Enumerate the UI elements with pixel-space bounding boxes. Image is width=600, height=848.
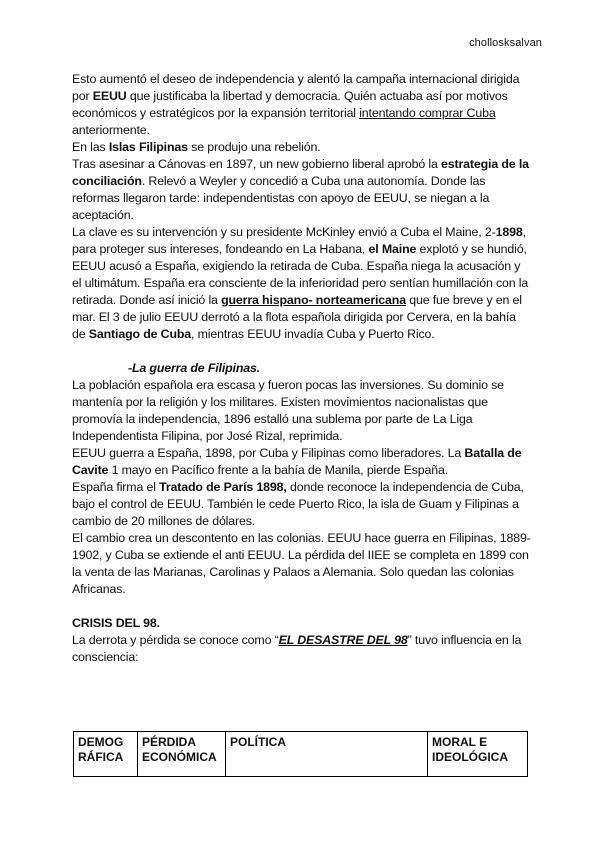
paragraph-7: España firma el Tratado de París 1898, donde reconoce la independencia de Cuba, bajo el control de EEUU. También le cede Puerto Rico, la isla de Guam y Filipinas a cambio de 20 millones de dólares. bbox=[72, 480, 524, 528]
paragraph-8: El cambio crea un descontento en las colonias. EEUU hace guerra en Filipinas, 1889-1902, y Cuba se extiende el anti EEUU. La pérdida del IIEE se completa en 1899 con la venta de las Marianas, Carolinas y Palaos a Alemania. Solo quedan las colonias Africanas. bbox=[72, 531, 531, 596]
consequences-table bbox=[73, 731, 528, 777]
section-heading: CRISIS DEL 98. bbox=[72, 616, 160, 630]
header-cell-politica: POLÍTICA bbox=[226, 732, 428, 777]
paragraph-5: La población española era escasa y fueron pocas las inversiones. Su dominio se mantenía por la religión y los militares. Existen movimientos nacionalistas que promovía la independencia, 1896 estalló una sublema por parte de La Liga Independentista Filipina, por José Rizal, reprimida. bbox=[72, 378, 504, 443]
paragraph-6: EEUU guerra a España, 1898, por Cuba y Filipinas como liberadores. La Batalla de Cavite 1 mayo en Pacífico frente a la bahía de Manila, pierde España. bbox=[72, 446, 522, 477]
header-cell-moral: MORAL E IDEOLÓGICA bbox=[428, 732, 528, 777]
spacer bbox=[72, 598, 532, 615]
table-header-row bbox=[74, 732, 528, 777]
paragraph-2: En las Islas Filipinas se produjo una rebelión. bbox=[72, 140, 321, 154]
spacer bbox=[72, 343, 532, 360]
paragraph-3: Tras asesinar a Cánovas en 1897, un new gobierno liberal aprobó la estrategia de la conciliación. Relevó a Weyler y concedió a Cuba una autonomía. Donde las reformas llegaron tarde: independentistas con apoyo de EEUU, se niegan a la aceptación. bbox=[72, 157, 529, 222]
header-cell-economica: PÉRDIDA ECONÓMICA bbox=[138, 732, 226, 777]
emphasis-desastre: EL DESASTRE DEL 98 bbox=[278, 633, 408, 647]
paragraph-1: Esto aumentó el deseo de independencia y alentó la campaña internacional dirigida por EEUU que justificaba la libertad y democracia. Quién actuaba así por motivos económicos y estratégicos por la expansión territorial intentando comprar Cuba anteriormente. bbox=[72, 72, 520, 137]
subheading-filipinas: -La guerra de Filipinas. bbox=[128, 361, 261, 375]
underlined-war-name: guerra hispano- norteamericana bbox=[221, 293, 406, 307]
header-author: chollosksalvan bbox=[469, 37, 542, 49]
header-cell-demografica: DEMOG RÁFICA bbox=[74, 732, 138, 777]
underlined-phrase: intentando comprar Cuba bbox=[359, 106, 496, 120]
paragraph-4: La clave es su intervención y su presidente McKinley envió a Cuba el Maine, 2-1898, para proteger sus intereses, fondeando en La Habana, el Maine explotó y se hundió, EEUU acusó a España, exigiendo la retirada de Cuba. España niega la acusación y el ultimátum. España era consciente de la inferioridad pero sentían humillación con la retirada. Donde así inició la guerra hispano- norteamericana que fue breve y en el mar. El 3 de julio EEUU derrotó a la flota española dirigida por Cervera, en la bahía de Santiago de Cuba, mientras EEUU invadía Cuba y Puerto Rico. bbox=[72, 225, 529, 341]
paragraph-9: La derrota y pérdida se conoce como “EL DESASTRE DEL 98” tuvo influencia en la consciencia: bbox=[72, 633, 522, 664]
document-body bbox=[72, 71, 532, 666]
bold-eeuu: EEUU bbox=[92, 89, 127, 103]
